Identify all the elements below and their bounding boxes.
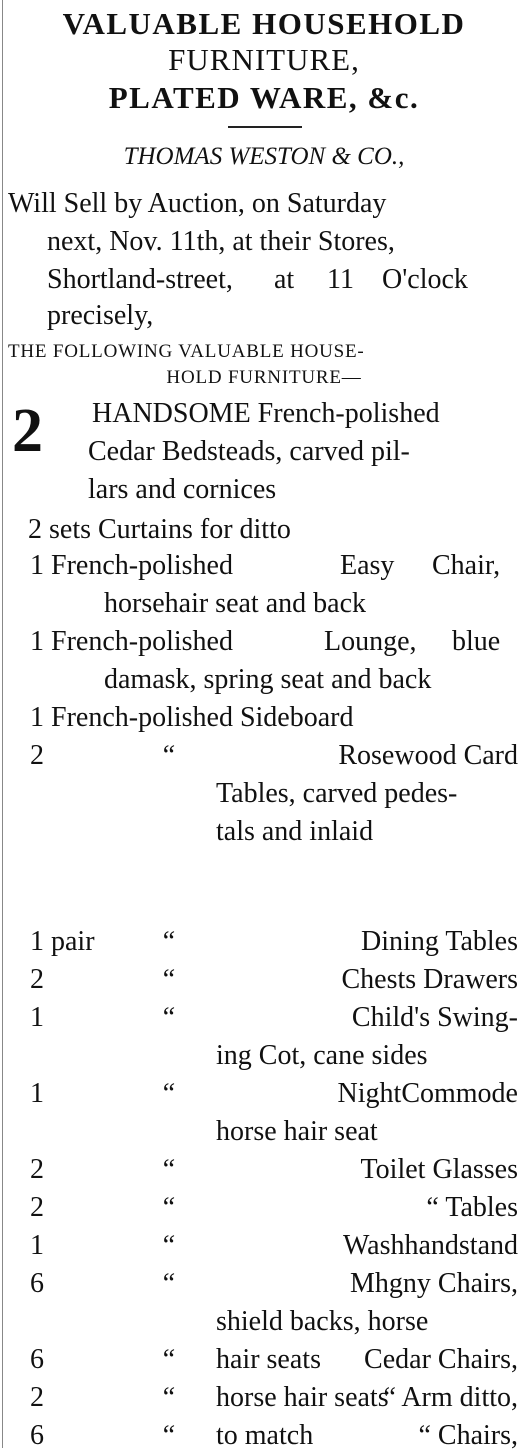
announcement-line-1: Will Sell by Auction, on Saturday (8, 188, 387, 219)
ditto-mark: “ (160, 1002, 176, 1033)
announcement-line-3b: at (274, 264, 295, 295)
subheading-line-1: THE FOLLOWING VALUABLE HOUSE- (8, 341, 365, 362)
list-item-description: Washhandstand (342, 1230, 518, 1261)
list-item-description: Rosewood Card (338, 740, 518, 771)
ditto-mark: “ (160, 1154, 176, 1185)
list-item-description: Cedar Chairs, (364, 1344, 518, 1375)
list-item-description: tals and inlaid (216, 816, 374, 847)
list-item-qty: 1 (30, 1002, 44, 1033)
item-sideboard: 1 French-polished Sideboard (30, 702, 354, 733)
ditto-mark: “ (160, 1078, 176, 1109)
ditto-mark: “ (160, 1268, 176, 1299)
ditto-mark: “ (160, 964, 176, 995)
list-item-description: “ Arm ditto, (383, 1382, 518, 1413)
announcement-line-2: next, Nov. 11th, at their Stores, (47, 226, 395, 257)
heading-line-2: FURNITURE, (168, 42, 360, 77)
subheading-line-2: HOLD FURNITURE— (166, 367, 362, 388)
list-item-description: Child's Swing- (351, 1002, 518, 1033)
drop-numeral: 2 (12, 397, 43, 465)
heading-line-3: PLATED WARE, &c. (108, 80, 420, 115)
item-lounge-c: blue (452, 626, 501, 657)
list-item-description: horse hair seats (216, 1382, 389, 1413)
list-item-qty: 1 pair (30, 926, 95, 957)
list-item-description: hair seats (216, 1344, 321, 1375)
announcement-line-3d: O'clock (382, 264, 468, 295)
item-curtains: 2 sets Curtains for ditto (28, 514, 291, 545)
list-item-description: Toilet Glasses (360, 1154, 518, 1185)
list-item-description: NightCommode (337, 1078, 518, 1109)
list-item-qty: 2 (30, 1192, 44, 1223)
ditto-mark: “ (160, 1420, 176, 1451)
list-item-qty: 1 (30, 1078, 44, 1109)
firm-name: THOMAS WESTON & CO., (123, 143, 405, 170)
list-item-qty: 6 (30, 1268, 44, 1299)
ditto-mark: “ (160, 1344, 176, 1375)
list-item-description: Mhgny Chairs, (350, 1268, 518, 1299)
first-item-line-2: Cedar Bedsteads, carved pil- (88, 436, 410, 467)
ditto-mark: “ (160, 1192, 176, 1223)
list-item-qty: 6 (30, 1420, 44, 1451)
list-item-description: “ Tables (426, 1192, 518, 1223)
list-item-description: horse hair seat (216, 1116, 378, 1147)
column-rule (2, 0, 3, 1448)
list-item-description: ing Cot, cane sides (216, 1040, 428, 1071)
list-item-description: Chests Drawers (341, 964, 518, 995)
announcement-line-4: precisely, (47, 300, 154, 331)
list-item-qty: 2 (30, 740, 44, 771)
item-easy-chair-c: Chair, (432, 550, 501, 581)
first-item-line-3: lars and cornices (88, 474, 277, 505)
heading-line-1: VALUABLE HOUSEHOLD (62, 6, 466, 41)
ditto-mark: “ (160, 926, 176, 957)
announcement-line-3c: 11 (327, 264, 354, 295)
list-item-description: to match (216, 1420, 314, 1451)
list-item-qty: 6 (30, 1344, 44, 1375)
item-lounge-line-2: damask, spring seat and back (104, 664, 432, 695)
item-lounge-a: 1 French-polished (30, 626, 233, 657)
item-easy-chair-line-2: horsehair seat and back (104, 588, 366, 619)
list-item-description: Tables, carved pedes- (216, 778, 458, 809)
list-item-qty: 2 (30, 964, 44, 995)
list-item-qty: 1 (30, 1230, 44, 1261)
item-easy-chair-a: 1 French-polished (30, 550, 233, 581)
ditto-mark: “ (160, 740, 176, 771)
list-item-description: shield backs, horse (216, 1306, 429, 1337)
item-easy-chair-b: Easy (340, 550, 395, 581)
first-item-line-1: HANDSOME French-polished (92, 398, 440, 429)
list-item-description: Dining Tables (361, 926, 518, 957)
list-item-qty: 2 (30, 1154, 44, 1185)
ditto-mark: “ (160, 1230, 176, 1261)
item-lounge-b: Lounge, (324, 626, 417, 657)
ditto-mark: “ (160, 1382, 176, 1413)
announcement-line-3a: Shortland-street, (47, 264, 233, 295)
heading-divider (228, 126, 302, 128)
list-item-qty: 2 (30, 1382, 44, 1413)
list-item-description: “ Chairs, (418, 1420, 518, 1451)
